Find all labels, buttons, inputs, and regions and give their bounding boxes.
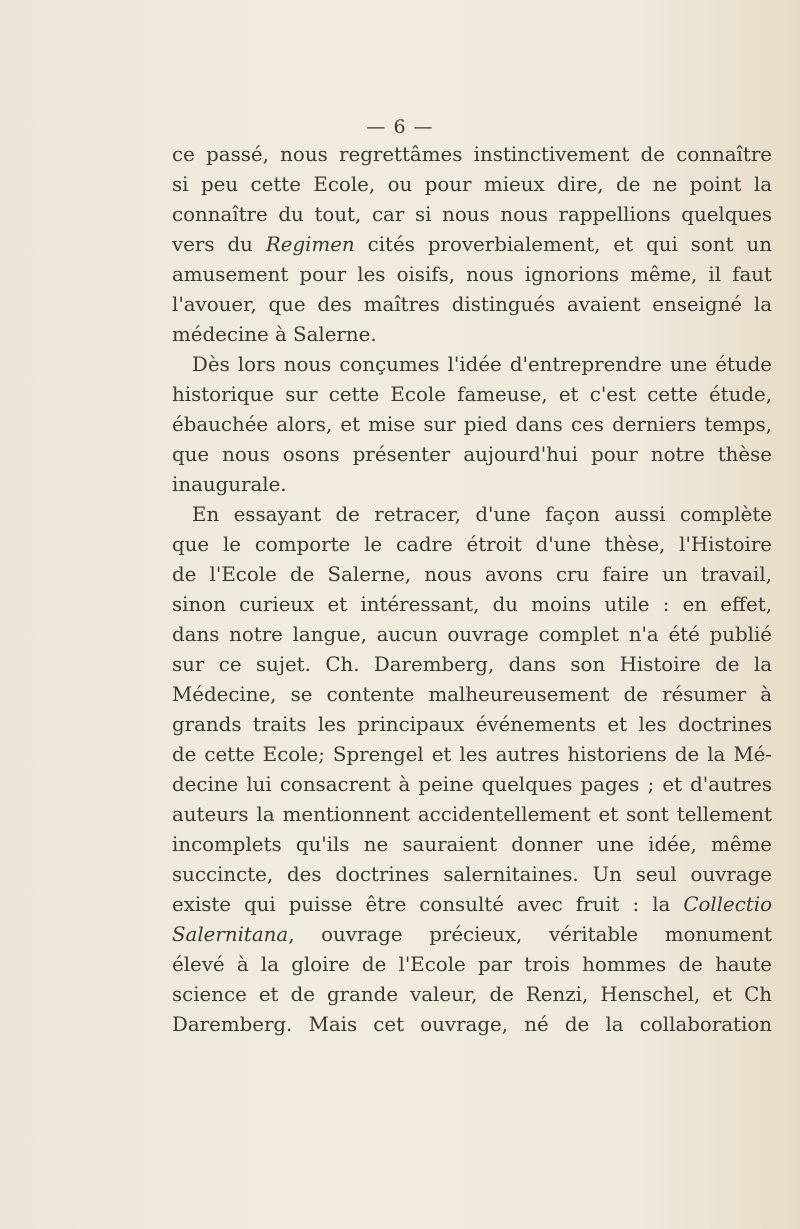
text-line: ébauchée alors, et mise sur pied dans ces derniers temps, (172, 413, 772, 436)
text-line: médecine à Salerne. (172, 323, 377, 346)
text-line: amusement pour les oisifs, nous ignorions même, il faut (172, 263, 772, 286)
text-line: grands traits les principaux événements et les doctrines (172, 713, 772, 736)
text-line: Daremberg. Mais cet ouvrage, né de la collaboration (172, 1013, 772, 1036)
text-line: dans notre langue, aucun ouvrage complet n'a été publié (172, 623, 772, 646)
text-line: connaître du tout, car si nous nous rappellions quelques (172, 203, 772, 226)
text-line: Dès lors nous conçumes l'idée d'entreprendre une étude (192, 353, 772, 376)
text-line: sur ce sujet. Ch. Daremberg, dans son Histoire de la (172, 653, 772, 676)
text-line: élevé à la gloire de l'Ecole par trois hommes de haute (172, 953, 772, 976)
paragraph (172, 140, 772, 350)
text-line: inaugurale. (172, 473, 287, 496)
italic-title: Collectio (683, 893, 772, 916)
italic-title: Regimen (265, 233, 355, 256)
text-line: Médecine, se contente malheureusement de résumer à (172, 683, 772, 706)
paragraph (172, 350, 772, 500)
text-line: decine lui consacrent à peine quelques pages ; et d'autres (172, 773, 772, 796)
text-line: Salernitana, ouvrage précieux, véritable monument (172, 923, 772, 946)
text-line: de cette Ecole; Sprengel et les autres historiens de la Mé- (172, 743, 772, 766)
text-line: En essayant de retracer, d'une façon aussi complète (192, 503, 772, 526)
text-line: ce passé, nous regrettâmes instinctivement de connaître (172, 143, 772, 166)
text-line: vers du Regimen cités proverbialement, et qui sont un (172, 233, 772, 256)
text-line: historique sur cette Ecole fameuse, et c'est cette étude, (172, 383, 772, 406)
text-line: existe qui puisse être consulté avec fruit : la Collectio (172, 893, 772, 916)
italic-title: Salernitana (172, 923, 289, 946)
text-line: de l'Ecole de Salerne, nous avons cru faire un travail, (172, 563, 772, 586)
text-line: si peu cette Ecole, ou pour mieux dire, de ne point la (172, 173, 772, 196)
body-text (172, 140, 772, 1040)
text-line: succincte, des doctrines salernitaines. Un seul ouvrage (172, 863, 772, 886)
text-line: sinon curieux et intéressant, du moins utile : en effet, (172, 593, 772, 616)
text-line: science et de grande valeur, de Renzi, Henschel, et Ch (172, 983, 772, 1006)
page-number: — 6 — (366, 116, 434, 138)
paragraph (172, 500, 772, 1040)
text-line: incomplets qu'ils ne sauraient donner une idée, même (172, 833, 772, 856)
text-line: l'avouer, que des maîtres distingués avaient enseigné la (172, 293, 772, 316)
text-line: que le comporte le cadre étroit d'une thèse, l'Histoire (172, 533, 772, 556)
text-line: auteurs la mentionnent accidentellement et sont tellement (172, 803, 772, 826)
text-line: que nous osons présenter aujourd'hui pour notre thèse (172, 443, 772, 466)
